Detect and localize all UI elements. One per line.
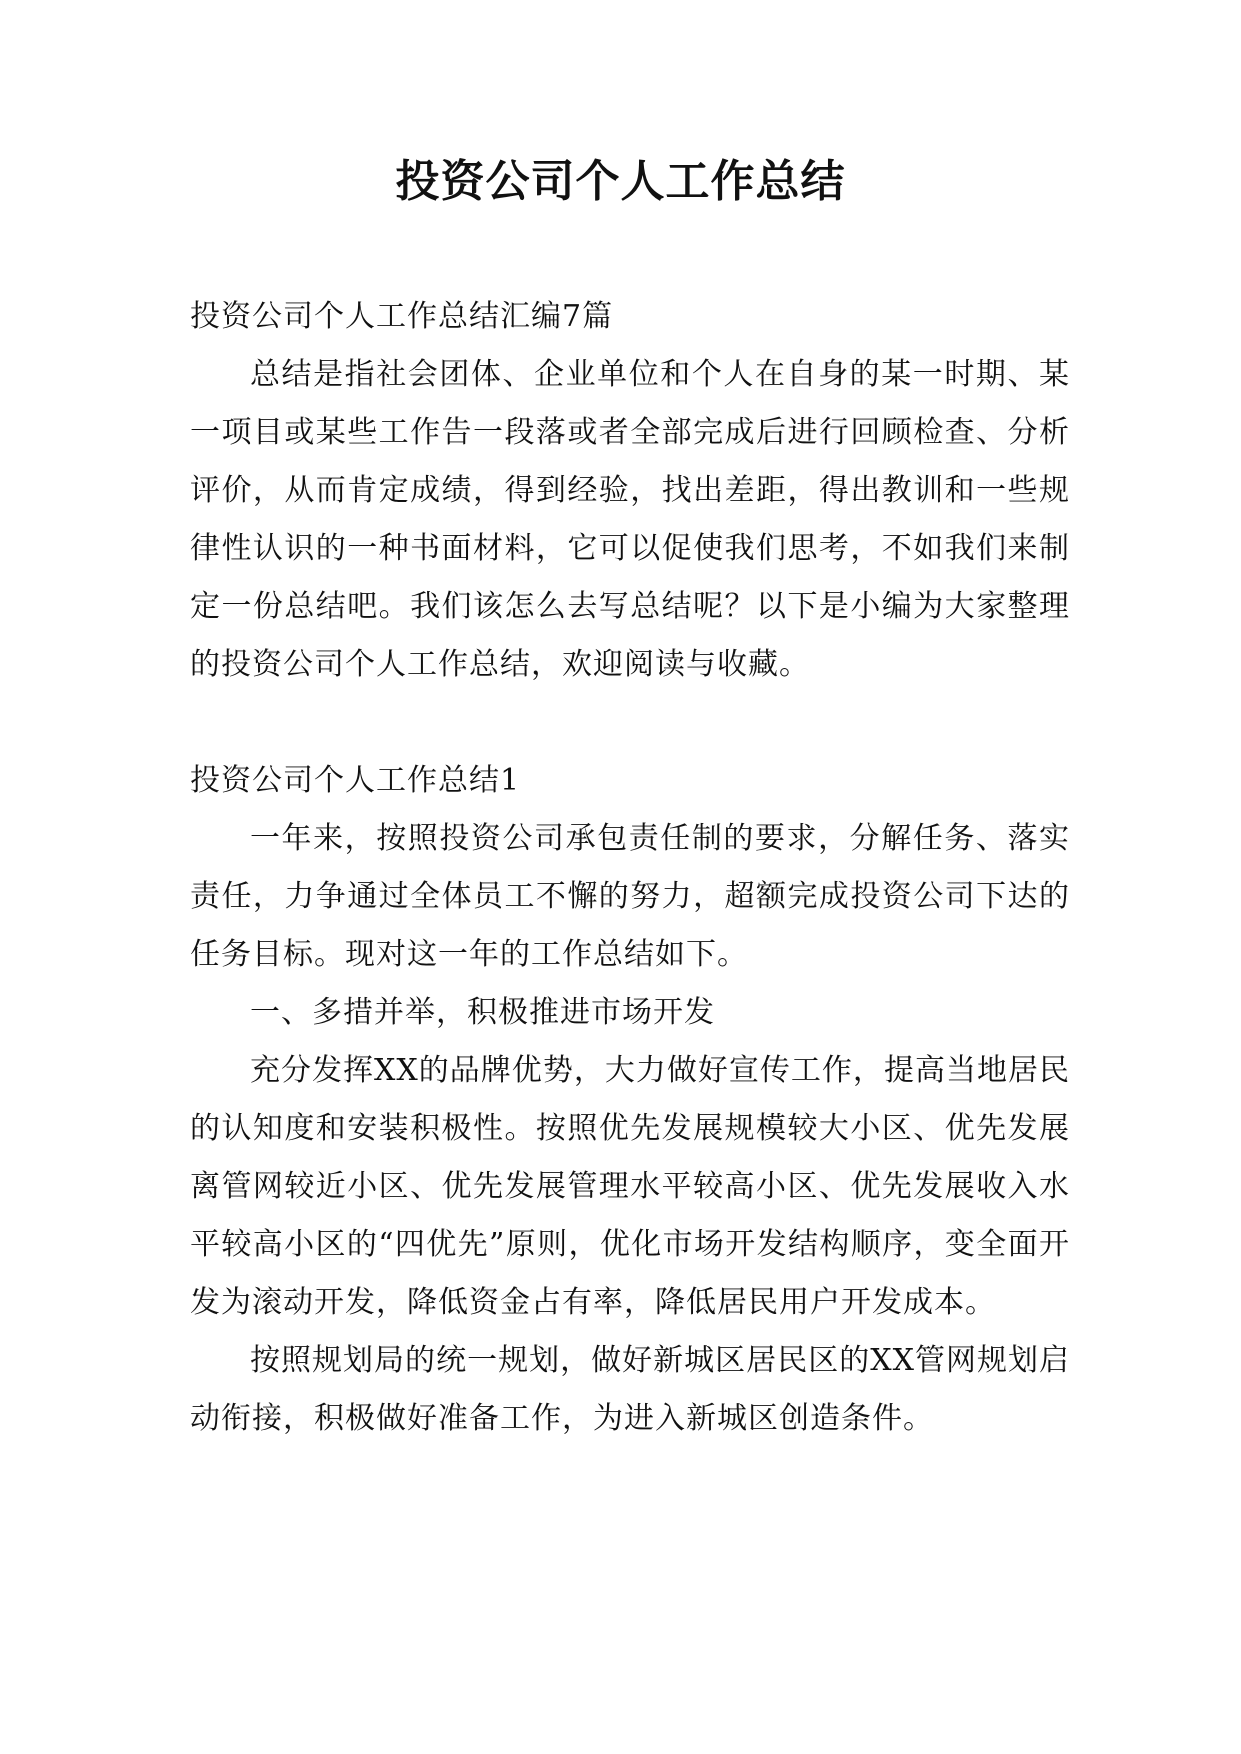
- document-subtitle: 投资公司个人工作总结汇编7篇: [190, 299, 614, 334]
- body-paragraph: 充分发挥XX的品牌优势，大力做好宣传工作，提高当地居民的认知度和安装积极性。按照优先发展规模较大小区、优先发展离管网较近小区、优先发展管理水平较高小区、优先发展收入水平较高小区的“四优先”原则，优化市场开发结构顺序，变全面开发为滚动开发，降低资金占有率，降低居民用户开发成本。: [190, 1053, 1070, 1320]
- body-paragraph: 按照规划局的统一规划，做好新城区居民区的XX管网规划启动衔接，积极做好准备工作，为进入新城区创造条件。: [190, 1343, 1070, 1436]
- subsection-heading: 一、多措并举，积极推进市场开发: [250, 995, 715, 1030]
- body-paragraph: 一年来，按照投资公司承包责任制的要求，分解任务、落实责任，力争通过全体员工不懈的努力，超额完成投资公司下达的任务目标。现对这一年的工作总结如下。: [190, 821, 1070, 972]
- document-body: [190, 288, 1070, 1448]
- section-heading: 投资公司个人工作总结1: [190, 763, 521, 798]
- intro-paragraph: 总结是指社会团体、企业单位和个人在自身的某一时期、某一项目或某些工作告一段落或者全部完成后进行回顾检查、分析评价，从而肯定成绩，得到经验，找出差距，得出教训和一些规律性认识的一种书面材料，它可以促使我们思考，不如我们来制定一份总结吧。我们该怎么去写总结呢？以下是小编为大家整理的投资公司个人工作总结，欢迎阅读与收藏。: [190, 357, 1070, 682]
- document-title: 投资公司个人工作总结: [395, 156, 846, 207]
